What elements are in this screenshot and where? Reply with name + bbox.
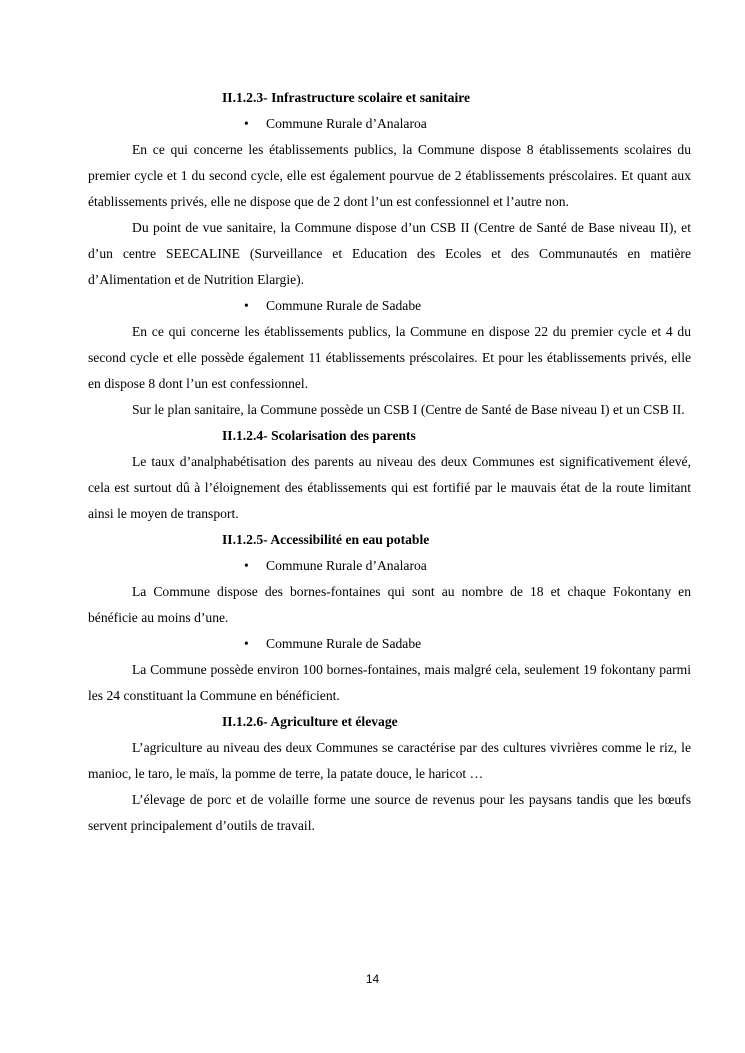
- bullet-item-sadabe: [88, 293, 691, 319]
- page-number: 14: [365, 972, 380, 986]
- paragraph-water-analaroa: La Commune dispose des bornes-fontaines qui sont au nombre de 18 et chaque Fokontany en bénéficie au moins d’une.: [88, 584, 691, 625]
- bullet-item-analaroa: [88, 553, 691, 579]
- bullet-icon: •: [244, 636, 249, 651]
- section-heading-water-access: II.1.2.5- Accessibilité en eau potable: [222, 532, 430, 547]
- section-heading-scolarisation: II.1.2.4- Scolarisation des parents: [222, 428, 416, 443]
- paragraph-livestock: L’élevage de porc et de volaille forme une source de revenus pour les paysans tandis que les bœufs servent principalement d’outils de travail.: [88, 792, 691, 833]
- bullet-item-sadabe: [88, 631, 691, 657]
- bullet-icon: •: [244, 116, 249, 131]
- paragraph-schools-sadabe: En ce qui concerne les établissements publics, la Commune en dispose 22 du premier cycle et 4 du second cycle et elle possède également 11 établissements préscolaires. Et pour les établissements privés, elle en dispose 8 dont l’un est confessionnel.: [88, 324, 691, 391]
- section-heading-agriculture: II.1.2.6- Agriculture et élevage: [222, 714, 398, 729]
- bullet-icon: •: [244, 298, 249, 313]
- paragraph-health-sadabe: Sur le plan sanitaire, la Commune possède un CSB I (Centre de Santé de Base niveau I) et un CSB II.: [132, 402, 685, 417]
- bullet-item-analaroa: [88, 111, 691, 137]
- paragraph-schools-analaroa: En ce qui concerne les établissements publics, la Commune dispose 8 établissements scolaires du premier cycle et 1 du second cycle, elle est également pourvue de 2 établissements préscolaires. Et quant aux établissements privés, elle ne dispose que de 2 dont l’un est confessionnel et l’autre non.: [88, 142, 691, 209]
- bullet-label: Commune Rurale de Sadabe: [266, 298, 422, 313]
- paragraph-agriculture: L’agriculture au niveau des deux Communes se caractérise par des cultures vivrières comme le riz, le manioc, le taro, le maïs, la pomme de terre, la patate douce, le haricot …: [88, 740, 691, 781]
- bullet-icon: •: [244, 558, 249, 573]
- bullet-label: Commune Rurale d’Analaroa: [266, 558, 427, 573]
- bullet-label: Commune Rurale de Sadabe: [266, 636, 422, 651]
- paragraph-water-sadabe: La Commune possède environ 100 bornes-fontaines, mais malgré cela, seulement 19 fokontany parmi les 24 constituant la Commune en bénéficient.: [88, 662, 691, 703]
- paragraph-illiteracy: Le taux d’analphabétisation des parents au niveau des deux Communes est significativement élevé, cela est surtout dû à l’éloignement des établissements qui est fortifié par le mauvais état de la route limitant ainsi le moyen de transport.: [88, 454, 691, 521]
- document-page: [88, 85, 691, 839]
- bullet-label: Commune Rurale d’Analaroa: [266, 116, 427, 131]
- paragraph-health-analaroa: Du point de vue sanitaire, la Commune dispose d’un CSB II (Centre de Santé de Base niveau II), et d’un centre SEECALINE (Surveillance et Education des Ecoles et des Communautés en matière d’Alimentation et de Nutrition Elargie).: [88, 220, 691, 287]
- section-heading-infrastructure: II.1.2.3- Infrastructure scolaire et sanitaire: [222, 90, 471, 105]
